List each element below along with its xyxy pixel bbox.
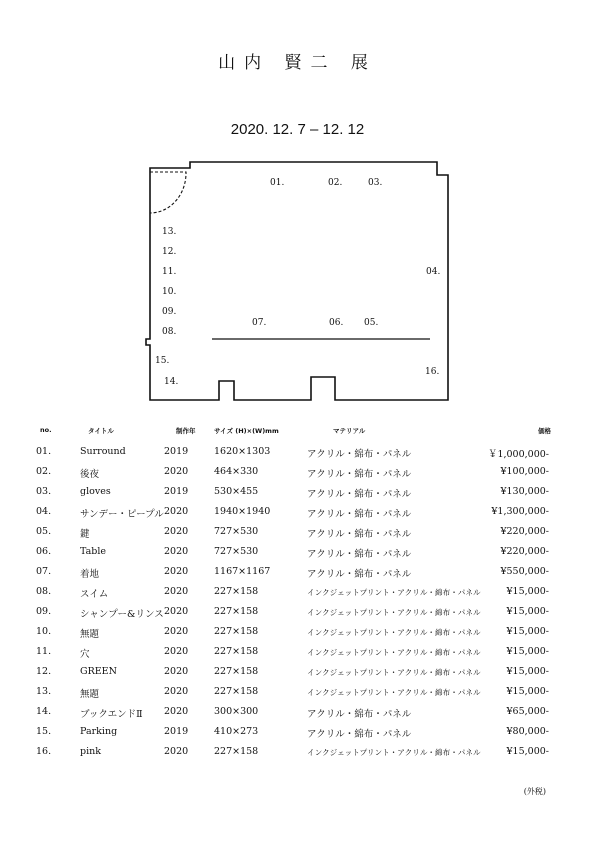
cell-year: 2020 — [164, 606, 189, 617]
cell-no: 15. — [36, 726, 52, 737]
cell-price: ￥1,000,000- — [487, 449, 549, 460]
cell-material: インクジェットプリント・アクリル・綿布・パネル — [307, 608, 481, 617]
table-row — [0, 526, 595, 546]
cell-size: 300×300 — [214, 706, 259, 717]
cell-size: 1940×1940 — [214, 506, 271, 517]
table-row — [0, 566, 595, 586]
table-row — [0, 626, 595, 646]
cell-material: インクジェットプリント・アクリル・綿布・パネル — [307, 688, 481, 697]
table-row — [0, 726, 595, 746]
cell-year: 2020 — [164, 626, 189, 637]
cell-no: 13. — [36, 686, 52, 697]
cell-title: シャンプー&リンス — [80, 609, 164, 620]
cell-size: 727×530 — [214, 546, 259, 557]
cell-price: ¥100,000- — [500, 466, 549, 477]
cell-size: 227×158 — [214, 626, 259, 637]
cell-size: 464×330 — [214, 466, 259, 477]
cell-no: 01. — [36, 446, 52, 457]
plan-label-6: 06. — [329, 318, 344, 328]
cell-title: 無題 — [80, 689, 100, 700]
cell-material: アクリル・綿布・パネル — [307, 509, 412, 520]
table-row — [0, 586, 595, 606]
cell-no: 12. — [36, 666, 52, 677]
cell-year: 2020 — [164, 546, 189, 557]
cell-size: 410×273 — [214, 726, 259, 737]
cell-material: アクリル・綿布・パネル — [307, 489, 412, 500]
plan-label-9: 09. — [162, 307, 177, 317]
cell-no: 04. — [36, 506, 52, 517]
cell-year: 2020 — [164, 526, 189, 537]
cell-price: ¥15,000- — [506, 586, 549, 597]
cell-material: アクリル・綿布・パネル — [307, 729, 412, 740]
exhibition-title: 山内 賢二 展 — [218, 53, 377, 73]
cell-price: ¥15,000- — [506, 606, 549, 617]
exhibition-dates: 2020. 12. 7 – 12. 12 — [230, 121, 365, 138]
cell-year: 2020 — [164, 566, 189, 577]
cell-year: 2020 — [164, 586, 189, 597]
plan-label-13: 13. — [162, 227, 177, 237]
cell-material: インクジェットプリント・アクリル・綿布・パネル — [307, 648, 481, 657]
header-title: タイトル — [88, 427, 114, 435]
cell-material: アクリル・綿布・パネル — [307, 449, 412, 460]
cell-size: 530×455 — [214, 486, 259, 497]
cell-price: ¥15,000- — [506, 626, 549, 637]
cell-price: ¥15,000- — [506, 666, 549, 677]
plan-label-3: 03. — [368, 178, 383, 188]
plan-label-7: 07. — [252, 318, 267, 328]
header-size: サイズ (H)×(W)mm — [214, 427, 279, 435]
cell-material: インクジェットプリント・アクリル・綿布・パネル — [307, 668, 481, 677]
cell-price: ¥220,000- — [500, 526, 549, 537]
header-no: no. — [40, 426, 52, 434]
table-row — [0, 666, 595, 686]
cell-material: インクジェットプリント・アクリル・綿布・パネル — [307, 628, 481, 637]
cell-material: アクリル・綿布・パネル — [307, 569, 412, 580]
cell-title: 後夜 — [80, 469, 100, 480]
cell-year: 2020 — [164, 646, 189, 657]
cell-size: 227×158 — [214, 746, 259, 757]
cell-title: サンデー・ピープル — [80, 509, 164, 520]
table-row — [0, 486, 595, 506]
door-swing-arc — [150, 172, 186, 213]
cell-no: 07. — [36, 566, 52, 577]
cell-year: 2019 — [164, 486, 189, 497]
cell-no: 14. — [36, 706, 52, 717]
cell-no: 08. — [36, 586, 52, 597]
table-row — [0, 606, 595, 626]
cell-year: 2020 — [164, 666, 189, 677]
cell-no: 09. — [36, 606, 52, 617]
cell-price: ¥130,000- — [500, 486, 549, 497]
table-row — [0, 646, 595, 666]
plan-label-1: 01. — [270, 178, 285, 188]
cell-year: 2019 — [164, 446, 189, 457]
cell-title: Table — [80, 546, 107, 557]
cell-no: 02. — [36, 466, 52, 477]
cell-title: 穴 — [80, 649, 90, 660]
cell-title: GREEN — [80, 666, 117, 677]
cell-year: 2020 — [164, 506, 189, 517]
plan-label-4: 04. — [426, 267, 441, 277]
cell-price: ¥15,000- — [506, 646, 549, 657]
cell-material: アクリル・綿布・パネル — [307, 709, 412, 720]
plan-label-14: 14. — [164, 377, 179, 387]
floor-plan-outline — [146, 162, 448, 400]
plan-label-2: 02. — [328, 178, 343, 188]
table-row — [0, 546, 595, 566]
cell-material: インクジェットプリント・アクリル・綿布・パネル — [307, 588, 481, 597]
cell-year: 2020 — [164, 706, 189, 717]
cell-size: 227×158 — [214, 686, 259, 697]
cell-title: Parking — [80, 726, 118, 737]
cell-title: pink — [80, 746, 101, 757]
cell-material: アクリル・綿布・パネル — [307, 529, 412, 540]
cell-material: アクリル・綿布・パネル — [307, 469, 412, 480]
cell-size: 1167×1167 — [214, 566, 271, 577]
plan-label-12: 12. — [162, 247, 177, 257]
cell-title: スイム — [80, 589, 109, 600]
plan-label-16: 16. — [425, 367, 440, 377]
table-row — [0, 686, 595, 706]
table-row — [0, 506, 595, 526]
plan-label-5: 05. — [364, 318, 379, 328]
plan-label-11: 11. — [162, 267, 177, 277]
plan-label-10: 10. — [162, 287, 177, 297]
cell-year: 2020 — [164, 466, 189, 477]
header-material: マテリアル — [333, 427, 366, 435]
cell-material: インクジェットプリント・アクリル・綿布・パネル — [307, 748, 481, 757]
cell-material: アクリル・綿布・パネル — [307, 549, 412, 560]
cell-title: gloves — [80, 486, 111, 497]
table-row — [0, 746, 595, 766]
cell-size: 1620×1303 — [214, 446, 271, 457]
cell-no: 16. — [36, 746, 52, 757]
table-row — [0, 446, 595, 466]
cell-size: 227×158 — [214, 666, 259, 677]
header-year: 制作年 — [176, 427, 196, 435]
header-price: 価格 — [538, 427, 551, 435]
cell-title: 着地 — [80, 569, 100, 580]
cell-title: ブックエンドⅡ — [80, 709, 143, 720]
cell-price: ¥15,000- — [506, 686, 549, 697]
cell-price: ¥1,300,000- — [491, 506, 549, 517]
cell-no: 11. — [36, 646, 52, 657]
cell-year: 2020 — [164, 746, 189, 757]
cell-size: 727×530 — [214, 526, 259, 537]
floor-plan — [0, 0, 595, 410]
table-row — [0, 466, 595, 486]
cell-size: 227×158 — [214, 606, 259, 617]
cell-no: 03. — [36, 486, 52, 497]
cell-price: ¥550,000- — [500, 566, 549, 577]
cell-price: ¥220,000- — [500, 546, 549, 557]
cell-price: ¥15,000- — [506, 746, 549, 757]
cell-title: Surround — [80, 446, 126, 457]
plan-label-8: 08. — [162, 327, 177, 337]
cell-size: 227×158 — [214, 646, 259, 657]
cell-year: 2020 — [164, 686, 189, 697]
cell-title: 無題 — [80, 629, 100, 640]
cell-price: ¥80,000- — [506, 726, 549, 737]
cell-no: 10. — [36, 626, 52, 637]
plan-label-15: 15. — [155, 356, 170, 366]
table-row — [0, 706, 595, 726]
cell-size: 227×158 — [214, 586, 259, 597]
cell-year: 2019 — [164, 726, 189, 737]
tax-note: (外税) — [523, 787, 546, 796]
cell-no: 05. — [36, 526, 52, 537]
cell-title: 鍵 — [80, 529, 90, 540]
cell-price: ¥65,000- — [506, 706, 549, 717]
cell-no: 06. — [36, 546, 52, 557]
